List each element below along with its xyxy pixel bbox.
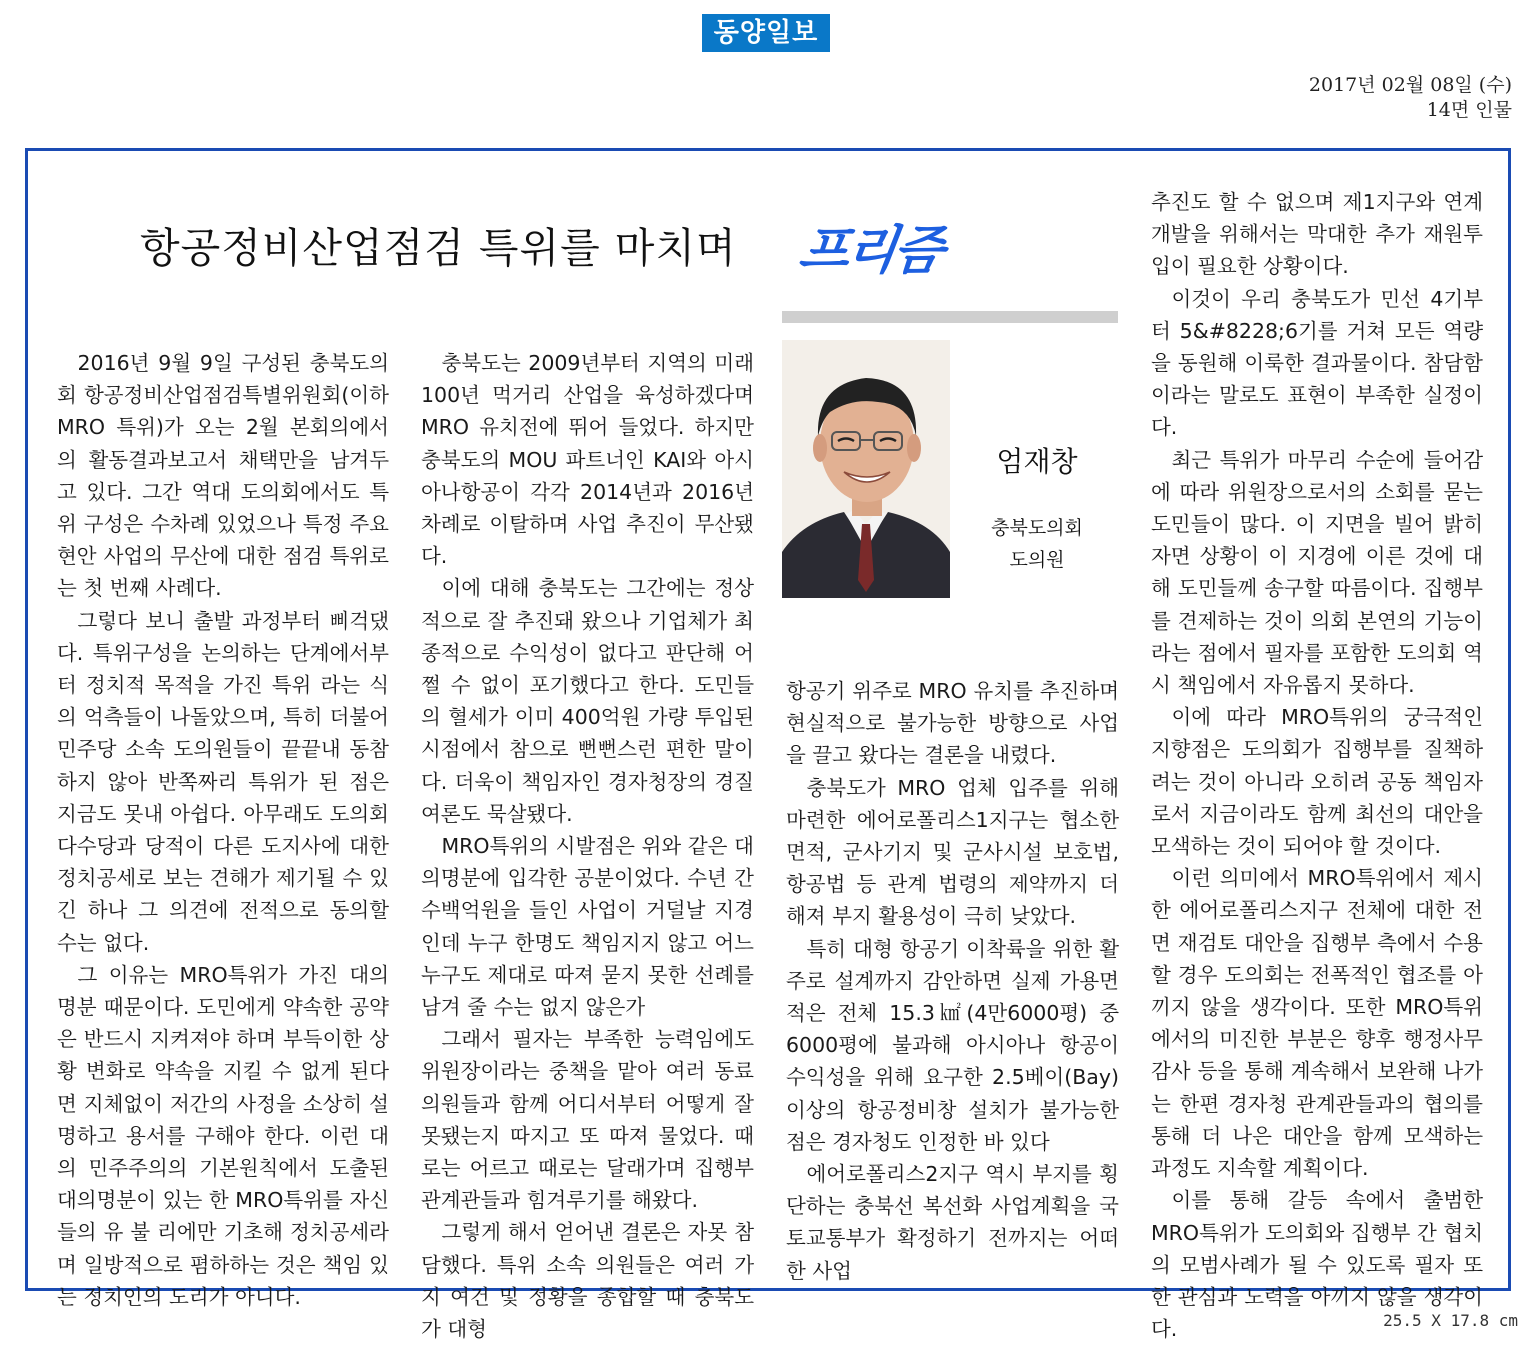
paragraph: 추진도 할 수 없으며 제1지구와 연계 개발을 위해서는 막대한 추가 재원투입이 필요한 상황이다.	[1151, 190, 1483, 279]
paragraph: 그 이유는 MRO특위가 가진 대의명분 때문이다. 도민에게 약속한 공약은 반드시 지켜져야 하며 부득이한 상황 변화로 약속을 지킬 수 없게 된다면 지체없이 저간의 사정을 소상히 설명하고 용서를 구해야 한다. 이런 대의 민주주의의 기본원칙에서 도출된 대의명분이 있는 한 MRO특위를 자신들의 유 불 리에만 기초해 정치공세라며 일방적으로 폄하하는 것은 책임 있는 정치인의 도리가 아니다.	[57, 962, 389, 1309]
page-section: 14면 인물	[1426, 99, 1512, 121]
article-column-4	[1151, 186, 1483, 1345]
paragraph: 특히 대형 항공기 이착륙을 위한 활주로 설계까지 감안하면 실제 가용면적은 전체 15.3㎢(4만6000평) 중 6000평에 불과해 아시아나 항공이 수익성을 위해 요구한 2.5베이(Bay) 이상의 항공정비창 설치가 불가능한 점은 경자청도 인정한 바 있다	[786, 936, 1119, 1154]
column-logo: 프리즘	[795, 221, 946, 281]
article-headline: 항공정비산업점검 특위를 마치며	[140, 224, 737, 272]
paragraph: 그렇다 보니 출발 과정부터 삐걱댔다. 특위구성을 논의하는 단계에서부터 정치적 목적을 가진 특위 라는 식의 억측들이 나돌았으며, 특히 더불어민주당 소속 도의원들이 끝끝내 동참하지 않아 반쪽짜리 특위가 된 점은 지금도 못내 아쉽다. 아무래도 도의회 다수당과 당적이 다른 도지사에 대한 정치공세로 보는 견해가 제기될 수 있긴 하나 그 의견에 전적으로 동의할 수는 없다.	[57, 608, 389, 955]
paragraph: 충북도는 2009년부터 지역의 미래 100년 먹거리 산업을 육성하겠다며 MRO 유치전에 뛰어 들었다. 하지만 충북도의 MOU 파트너인 KAI와 아시아나항공이 각각 2014년과 2016년 차례로 이탈하며 사업 추진이 무산됐다.	[421, 351, 754, 569]
author-photo-image	[782, 340, 950, 598]
paragraph: 그래서 필자는 부족한 능력임에도 위원장이라는 중책을 맡아 여러 동료의원들과 함께 어디서부터 어떻게 잘못됐는지 따지고 또 따져 물었다. 때로는 어르고 때로는 달래가며 집행부 관계관들과 힘겨루기를 해왔다.	[421, 1027, 754, 1213]
paragraph: MRO특위의 시발점은 위와 같은 대의명분에 입각한 공분이었다. 수년 간 수백억원을 들인 사업이 거덜날 지경인데 누구 한명도 책임지지 않고 어느 누구도 제대로 따져 묻지 못한 선례를 남겨 줄 수는 없지 않은가	[421, 834, 754, 1020]
author-portrait	[782, 340, 950, 598]
paragraph: 그렇게 해서 얻어낸 결론은 자못 참담했다. 특위 소속 의원들은 여러 가지 여건 및 정황을 종합할 때 충북도가 대형	[421, 1220, 754, 1342]
dateline	[1309, 73, 1512, 123]
newspaper-masthead: 동양일보	[702, 14, 830, 52]
paragraph: 충북도가 MRO 업체 입주를 위해 마련한 에어로폴리스1지구는 협소한 면적, 군사기지 및 군사시설 보호법, 항공법 등 관계 법령의 제약까지 더 해져 부지 활용성이 극히 낮았다.	[786, 775, 1119, 929]
article-column-1	[57, 347, 389, 1313]
paragraph: 이에 따라 MRO특위의 궁극적인 지향점은 도의회가 집행부를 질책하려는 것이 아니라 오히려 공동 책임자로서 지금이라도 함께 최선의 대안을 모색하는 것이 되어야 할 것이다.	[1151, 705, 1483, 859]
paragraph: 에어로폴리스2지구 역시 부지를 횡단하는 충북선 복선화 사업계획을 국토교통부가 확정하기 전까지는 어떠한 사업	[786, 1162, 1119, 1283]
author-role: 도의원	[1009, 549, 1065, 571]
paragraph: 항공기 위주로 MRO 유치를 추진하며 현실적으로 불가능한 방향으로 사업을 끌고 왔다는 결론을 내렸다.	[786, 679, 1119, 768]
author-title	[962, 512, 1112, 576]
author-name: 엄재창	[996, 445, 1078, 478]
paragraph: 2016년 9월 9일 구성된 충북도의회 항공정비산업점검특별위원회(이하 MRO 특위)가 오는 2월 본회의에서의 활동결과보고서 채택만을 남겨두고 있다. 그간 역대 도의회에서도 특위 구성은 수차례 있었으나 특정 주요현안 사업의 무산에 대한 점검 특위로는 첫 번째 사례다.	[57, 351, 389, 601]
article-column-3	[786, 675, 1119, 1287]
paragraph: 이것이 우리 충북도가 민선 4기부터 5&#8228;6기를 거쳐 모든 역량을 동원해 이룩한 결과물이다. 참담함이라는 말로도 표현이 부족한 실정이다.	[1151, 286, 1483, 440]
author-affiliation: 충북도의회	[991, 517, 1083, 539]
article-column-2	[421, 347, 754, 1345]
paragraph: 이런 의미에서 MRO특위에서 제시한 에어로폴리스지구 전체에 대한 전면 재검토 대안을 집행부 측에서 수용할 경우 도의회는 전폭적인 협조를 아끼지 않을 생각이다. 또한 MRO특위에서의 미진한 부분은 향후 행정사무 감사 등을 통해 계속해서 보완해 나가는 한편 경자청 관계관들과의 협의를 통해 더 나은 대안을 함께 모색하는 과정도 지속할 계획이다.	[1151, 866, 1483, 1181]
divider-bar	[782, 311, 1118, 323]
paragraph: 이를 통해 갈등 속에서 출범한 MRO특위가 도의회와 집행부 간 협치의 모범사례가 될 수 있도록 필자 또한 관심과 노력을 아끼지 않을 생각이다.	[1151, 1188, 1483, 1342]
paragraph: 이에 대해 충북도는 그간에는 정상적으로 잘 추진돼 왔으나 기업체가 최종적으로 수익성이 없다고 판단해 어쩔 수 없이 포기했다고 한다. 도민들의 혈세가 이미 400억원 가량 투입된 시점에서 참으로 뻔뻔스런 편한 말이다. 더욱이 책임자인 경자청장의 경질 여론도 묵살됐다.	[421, 576, 754, 826]
paragraph: 최근 특위가 마무리 수순에 들어감에 따라 위원장으로서의 소회를 묻는 도민들이 많다. 이 지면을 빌어 밝히자면 상황이 이 지경에 이른 것에 대해 도민들께 송구할 따름이다. 집행부를 견제하는 것이 의회 본연의 기능이라는 점에서 필자를 포함한 도의회 역시 책임에서 자유롭지 못하다.	[1151, 447, 1483, 698]
publication-date: 2017년 02월 08일 (수)	[1308, 74, 1512, 96]
clipping-size-note: 25.5 X 17.8 cm	[1383, 1311, 1518, 1330]
